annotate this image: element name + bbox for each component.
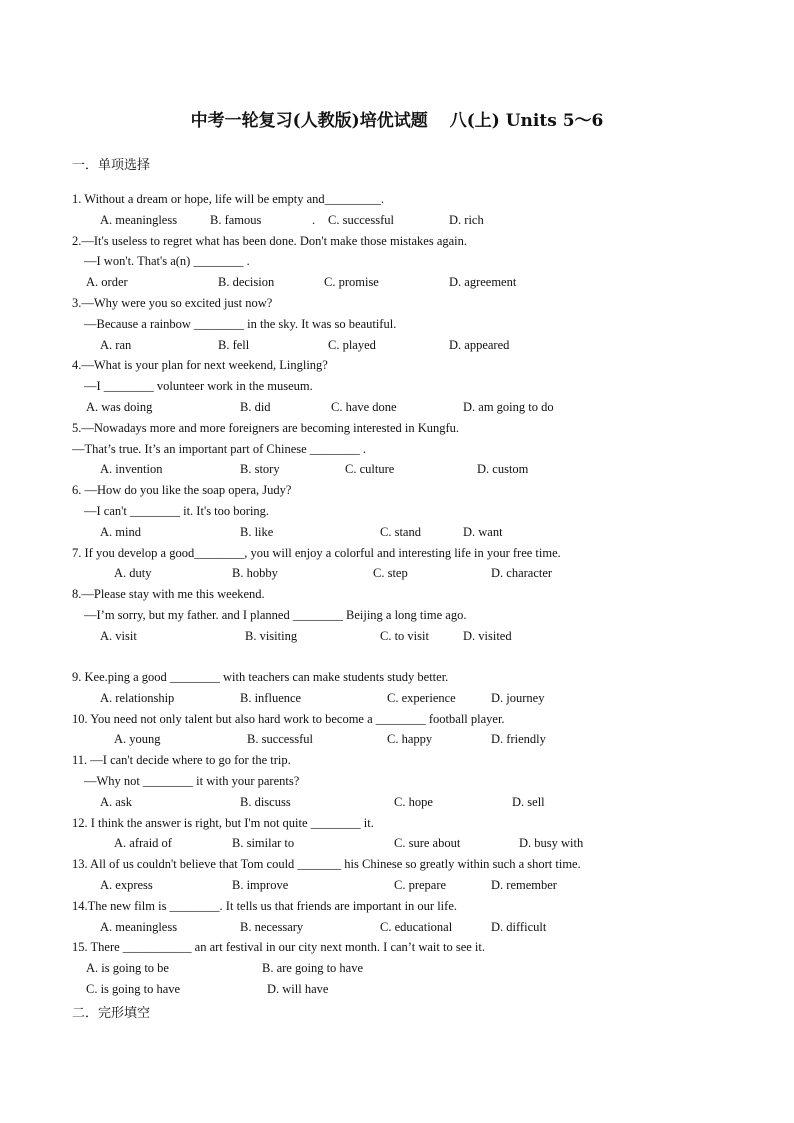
- option-c[interactable]: C. have done: [331, 399, 397, 414]
- option-c[interactable]: C. hope: [394, 794, 433, 809]
- option-d[interactable]: D. friendly: [491, 732, 546, 747]
- option-c[interactable]: C. experience: [387, 690, 456, 705]
- question-4-stem: 4.—What is your plan for next weekend, Lingling?: [72, 358, 328, 373]
- question-15-options-row2: [72, 979, 772, 1000]
- option-b[interactable]: B. necessary: [240, 919, 304, 934]
- question-13-stem: 13. All of us couldn't believe that Tom could _______ his Chinese so greatly within such a short time.: [72, 857, 581, 872]
- option-c[interactable]: C. sure about: [394, 836, 461, 851]
- title-sub: 八(上) Units 5～6: [449, 111, 604, 131]
- option-d[interactable]: D. sell: [512, 794, 545, 809]
- question-5-reply: —That’s true. It’s an important part of Chinese ________ .: [72, 441, 367, 456]
- question-5-stem: 5.—Nowadays more and more foreigners are becoming interested in Kungfu.: [72, 420, 460, 435]
- option-d[interactable]: D. visited: [463, 628, 512, 643]
- option-d[interactable]: D. appeared: [449, 337, 510, 352]
- question-15-stem: 15. There ___________ an art festival in our city next month. I can’t wait to see it.: [72, 940, 485, 955]
- question-3-stem: 3.—Why were you so excited just now?: [72, 295, 273, 310]
- option-b[interactable]: B. similar to: [232, 836, 295, 851]
- option-a[interactable]: A. young: [114, 732, 161, 747]
- option-a[interactable]: A. ask: [100, 794, 132, 809]
- question-8-stem: 8.—Please stay with me this weekend.: [72, 587, 265, 602]
- option-c[interactable]: C. stand: [380, 524, 421, 539]
- option-b[interactable]: B. decision: [218, 275, 275, 290]
- option-a[interactable]: A. invention: [100, 462, 163, 477]
- option-c[interactable]: C. prepare: [394, 877, 447, 892]
- question-2-stem: 2.—It's useless to regret what has been done. Don't make those mistakes again.: [72, 233, 468, 248]
- option-a[interactable]: A. ran: [100, 337, 132, 352]
- section-heading-cloze: 二．完形填空: [72, 1006, 151, 1021]
- option-d[interactable]: D. will have: [267, 981, 329, 996]
- question-block-2: [72, 667, 772, 1000]
- option-c[interactable]: C. played: [328, 337, 376, 352]
- question-8-reply: —I’m sorry, but my father. and I planned ________ Beijing a long time ago.: [84, 607, 467, 622]
- option-d[interactable]: D. busy with: [519, 836, 584, 851]
- question-4-reply: —I ________ volunteer work in the museum.: [84, 379, 313, 394]
- question-6-options: [72, 522, 772, 543]
- option-d[interactable]: D. remember: [491, 877, 557, 892]
- option-a[interactable]: A. was doing: [86, 399, 153, 414]
- question-12-options: [72, 833, 772, 854]
- option-a[interactable]: A. order: [86, 275, 128, 290]
- question-15-options-row1: [72, 958, 772, 979]
- option-a[interactable]: A. express: [100, 877, 153, 892]
- option-a[interactable]: A. is going to be: [86, 961, 169, 976]
- option-b[interactable]: B. story: [240, 462, 280, 477]
- option-c[interactable]: C. to visit: [380, 628, 429, 643]
- option-a[interactable]: A. mind: [100, 524, 141, 539]
- option-b[interactable]: B. discuss: [240, 794, 291, 809]
- question-10-options: [72, 729, 772, 750]
- option-d[interactable]: D. agreement: [449, 275, 517, 290]
- section-heading-single-choice: 一．单项选择: [72, 158, 151, 173]
- question-3-options: [72, 335, 772, 356]
- question-11-options: [72, 792, 772, 813]
- question-2-options: [72, 272, 772, 293]
- question-3-reply: —Because a rainbow ________ in the sky. It was so beautiful.: [84, 316, 397, 331]
- option-b[interactable]: B. like: [240, 524, 274, 539]
- question-6-stem: 6. —How do you like the soap opera, Judy?: [72, 483, 292, 498]
- option-c[interactable]: C. culture: [345, 462, 395, 477]
- question-11-reply: —Why not ________ it with your parents?: [84, 773, 300, 788]
- page-title: [0, 106, 794, 131]
- option-d[interactable]: D. want: [463, 524, 503, 539]
- question-10-stem: 10. You need not only talent but also hard work to become a ________ football player.: [72, 711, 505, 726]
- option-d[interactable]: D. difficult: [491, 919, 547, 934]
- option-b[interactable]: B. successful: [247, 732, 313, 747]
- option-a[interactable]: A. meaningless: [100, 212, 178, 227]
- option-b[interactable]: B. visiting: [245, 628, 298, 643]
- option-d[interactable]: D. journey: [491, 690, 545, 705]
- question-14-stem: 14.The new film is ________. It tells us that friends are important in our life.: [72, 898, 457, 913]
- option-c[interactable]: C. is going to have: [86, 981, 181, 996]
- option-c[interactable]: C. educational: [380, 919, 453, 934]
- option-b[interactable]: B. improve: [232, 877, 289, 892]
- question-6-reply: —I can't ________ it. It's too boring.: [84, 503, 270, 518]
- option-a[interactable]: A. meaningless: [100, 919, 178, 934]
- option-b[interactable]: B. fell: [218, 337, 250, 352]
- option-b[interactable]: B. influence: [240, 690, 302, 705]
- option-b[interactable]: B. famous: [210, 212, 262, 227]
- question-7-options: [72, 563, 772, 584]
- question-9-stem: 9. Kee.ping a good ________ with teachers can make students study better.: [72, 670, 449, 684]
- option-d[interactable]: D. rich: [449, 212, 484, 227]
- question-14-options: [72, 917, 772, 938]
- option-a[interactable]: A. visit: [100, 628, 137, 643]
- option-c[interactable]: C. happy: [387, 732, 433, 747]
- question-5-options: [72, 459, 772, 480]
- question-11-stem: 11. —I can't decide where to go for the trip.: [72, 753, 291, 768]
- question-9-options: [72, 688, 772, 709]
- question-13-options: [72, 875, 772, 896]
- option-a[interactable]: A. afraid of: [114, 836, 172, 851]
- option-d[interactable]: D. am going to do: [463, 399, 554, 414]
- question-2-reply: —I won't. That's a(n) ________ .: [84, 254, 250, 269]
- question-4-options: [72, 397, 772, 418]
- question-1-options: [72, 210, 772, 231]
- stray-dot: .: [312, 212, 316, 227]
- option-b[interactable]: B. are going to have: [262, 961, 364, 976]
- option-c[interactable]: C. step: [373, 566, 408, 581]
- option-a[interactable]: A. relationship: [100, 690, 175, 705]
- title-main: 中考一轮复习(人教版)培优试题: [190, 111, 428, 131]
- option-b[interactable]: B. did: [240, 399, 271, 414]
- option-d[interactable]: D. custom: [477, 462, 529, 477]
- question-1-stem: 1. Without a dream or hope, life will be empty and_________.: [72, 192, 385, 206]
- question-7-stem: 7. If you develop a good________, you will enjoy a colorful and interesting life in your free time.: [72, 545, 561, 560]
- option-d[interactable]: D. character: [491, 566, 553, 581]
- option-a[interactable]: A. duty: [114, 566, 152, 581]
- option-c[interactable]: C. successful: [328, 212, 394, 227]
- question-block-1: [72, 189, 772, 647]
- question-12-stem: 12. I think the answer is right, but I'm not quite ________ it.: [72, 815, 374, 830]
- option-c[interactable]: C. promise: [324, 275, 379, 290]
- option-b[interactable]: B. hobby: [232, 566, 278, 581]
- question-8-options: [72, 626, 772, 647]
